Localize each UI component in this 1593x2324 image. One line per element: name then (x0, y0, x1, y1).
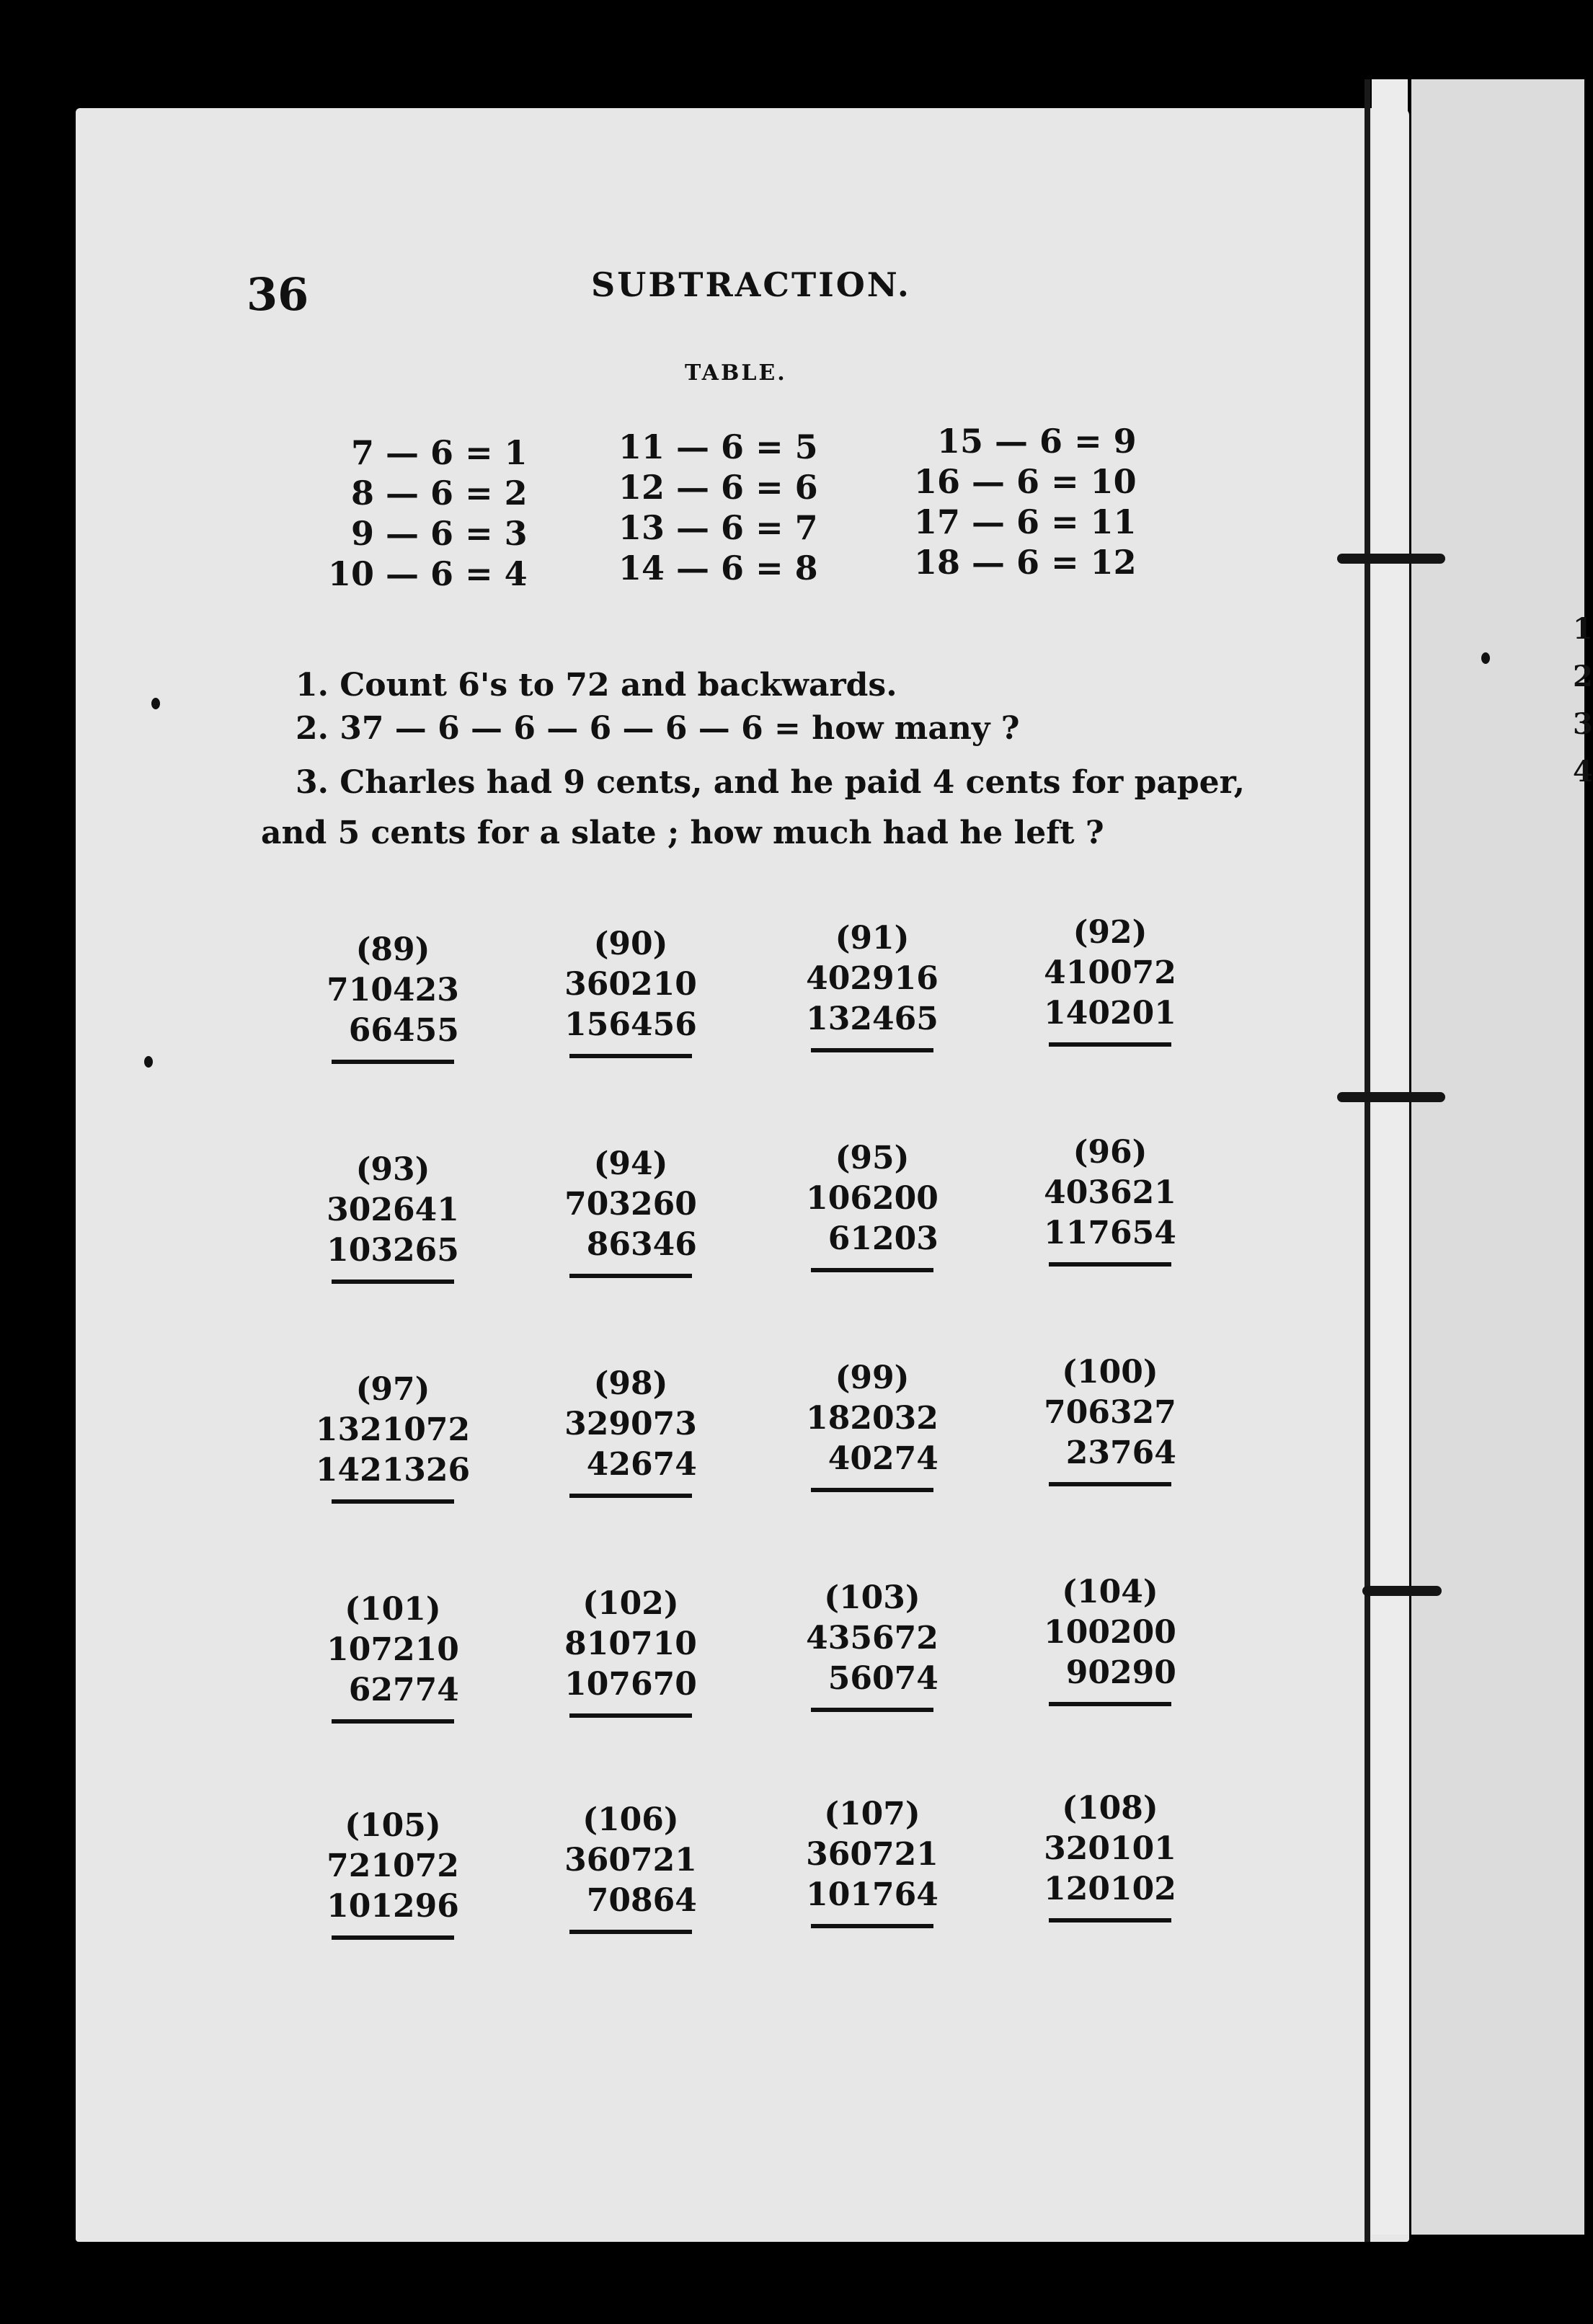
subtrahend: 62774 (348, 1672, 459, 1708)
subtraction-problem (537, 1800, 724, 1934)
subtraction-problem (299, 1370, 487, 1504)
answer-line (811, 1488, 933, 1492)
answer-line (569, 1494, 692, 1498)
page-gutter (1372, 79, 1408, 2235)
minuend: 1321072 (315, 1411, 471, 1448)
question-2: 2. 37 — 6 — 6 — 6 — 6 — 6 = how many ? (296, 710, 1020, 747)
minuend: 710423 (327, 972, 459, 1008)
problem-number: (97) (355, 1371, 430, 1408)
binding-stitch (1362, 1586, 1442, 1596)
problem-number: (103) (824, 1579, 920, 1616)
subtraction-problem (299, 1806, 487, 1940)
table-column (618, 427, 818, 588)
minuend: 402916 (806, 960, 939, 997)
problem-operands (806, 1618, 939, 1699)
subtraction-problem (1016, 913, 1204, 1047)
subtrahend: 156456 (564, 1006, 697, 1043)
table-row: 15 — 6 = 9 (937, 422, 1137, 461)
table-row: 13 — 6 = 7 (618, 508, 818, 547)
minuend: 810710 (564, 1626, 697, 1662)
edge-text: 3 (1573, 707, 1593, 741)
ink-speck (1481, 652, 1490, 664)
question-3-continuation: and 5 cents for a slate ; how much had he left ? (261, 815, 1104, 851)
problem-number: (105) (345, 1807, 441, 1844)
problem-operands (327, 970, 459, 1051)
subtraction-problem (537, 1144, 724, 1278)
problem-number: (98) (593, 1365, 668, 1402)
minuend: 435672 (806, 1620, 939, 1656)
subtrahend: 70864 (586, 1882, 697, 1919)
question-1: 1. Count 6's to 72 and backwards. (296, 667, 897, 704)
facing-page-edge-text (1573, 606, 1593, 796)
problem-number: (102) (582, 1585, 679, 1622)
problem-operands (564, 1624, 697, 1705)
minuend: 329073 (564, 1406, 697, 1442)
subtrahend: 56074 (827, 1660, 939, 1697)
table-row: 14 — 6 = 8 (618, 549, 818, 587)
answer-line (1049, 1482, 1171, 1486)
subtrahend: 90290 (1065, 1654, 1176, 1691)
answer-line (811, 1268, 933, 1272)
problem-operands (564, 1404, 697, 1485)
minuend: 106200 (806, 1180, 939, 1217)
minuend: 100200 (1044, 1614, 1176, 1651)
table-row: 11 — 6 = 5 (618, 427, 818, 466)
answer-line (811, 1924, 933, 1928)
answer-line (1049, 1042, 1171, 1047)
subtrahend: 120102 (1044, 1871, 1176, 1907)
problem-number: (89) (355, 931, 430, 968)
table-row: 18 — 6 = 12 (914, 543, 1137, 582)
subtraction-problem (537, 924, 724, 1058)
table-column (328, 433, 528, 594)
problem-number: (101) (345, 1591, 441, 1628)
table-row: 7 — 6 = 1 (351, 433, 528, 472)
page-header: SUBTRACTION. (591, 265, 911, 304)
table-label: TABLE. (685, 360, 787, 386)
problem-number: (92) (1073, 914, 1148, 951)
problem-operands (1044, 1613, 1176, 1693)
problem-operands (327, 1846, 459, 1927)
facing-page (1411, 79, 1593, 2235)
problem-operands (1044, 1829, 1176, 1910)
minuend: 360210 (564, 966, 697, 1003)
subtrahend: 66455 (348, 1012, 459, 1049)
answer-line (1049, 1702, 1171, 1706)
edge-text: 2 (1573, 660, 1593, 693)
problem-number: (90) (593, 926, 668, 962)
subtrahend: 40274 (827, 1440, 939, 1477)
answer-line (332, 1279, 454, 1284)
answer-line (569, 1713, 692, 1718)
subtraction-problem (299, 1589, 487, 1724)
answer-line (569, 1274, 692, 1278)
subtrahend: 103265 (327, 1232, 459, 1269)
problem-operands (316, 1410, 470, 1491)
problem-operands (564, 1184, 697, 1265)
subtrahend: 132465 (806, 1001, 939, 1037)
table-row: 10 — 6 = 4 (328, 554, 528, 593)
book-spine (1365, 79, 1370, 2242)
problem-operands (564, 1840, 697, 1921)
answer-line (332, 1060, 454, 1064)
minuend: 107210 (327, 1631, 459, 1668)
problem-number: (107) (824, 1796, 920, 1832)
subtraction-problem (537, 1584, 724, 1718)
question-3: 3. Charles had 9 cents, and he paid 4 cents for paper, (296, 764, 1245, 801)
problem-operands (806, 1398, 939, 1479)
minuend: 360721 (564, 1842, 697, 1879)
subtraction-problem (778, 1578, 966, 1712)
problem-number: (93) (355, 1151, 430, 1188)
problem-number: (94) (593, 1145, 668, 1182)
problem-operands (806, 1835, 939, 1915)
problem-number: (96) (1073, 1134, 1148, 1171)
problem-number: (100) (1062, 1354, 1158, 1391)
problem-number: (104) (1062, 1574, 1158, 1610)
problem-operands (327, 1190, 459, 1271)
minuend: 182032 (806, 1400, 939, 1437)
subtraction-problem (1016, 1132, 1204, 1267)
subtraction-problem (299, 930, 487, 1064)
table-row: 9 — 6 = 3 (351, 514, 528, 553)
answer-line (569, 1054, 692, 1058)
ink-speck (151, 698, 160, 709)
table-row: 17 — 6 = 11 (914, 502, 1137, 541)
binding-stitch (1337, 1092, 1445, 1102)
answer-line (811, 1048, 933, 1052)
subtrahend: 61203 (827, 1220, 939, 1257)
subtraction-problem (778, 918, 966, 1052)
minuend: 360721 (806, 1836, 939, 1873)
answer-line (1049, 1262, 1171, 1267)
subtrahend: 107670 (564, 1666, 697, 1703)
minuend: 703260 (564, 1186, 697, 1223)
problem-operands (806, 1179, 939, 1259)
subtrahend: 140201 (1044, 995, 1176, 1032)
subtraction-problem (1016, 1572, 1204, 1706)
problem-operands (1044, 953, 1176, 1034)
subtrahend: 101296 (327, 1888, 459, 1925)
answer-line (332, 1719, 454, 1724)
table-row: 12 — 6 = 6 (618, 468, 818, 507)
edge-text: 1 (1573, 612, 1593, 646)
subtraction-problem (299, 1150, 487, 1284)
answer-line (1049, 1918, 1171, 1922)
subtraction-problem (537, 1364, 724, 1498)
answer-line (332, 1499, 454, 1504)
answer-line (332, 1935, 454, 1940)
minuend: 721072 (327, 1848, 459, 1884)
problem-number: (91) (835, 920, 910, 957)
answer-line (811, 1708, 933, 1712)
table-row: 8 — 6 = 2 (351, 474, 528, 513)
binding-stitch (1337, 554, 1445, 564)
subtrahend: 42674 (586, 1446, 697, 1483)
subtrahend: 101764 (806, 1876, 939, 1913)
ink-speck (144, 1056, 153, 1068)
subtrahend: 117654 (1044, 1215, 1176, 1251)
problem-number: (99) (835, 1360, 910, 1396)
problem-operands (327, 1630, 459, 1711)
minuend: 410072 (1044, 954, 1176, 991)
problem-operands (806, 959, 939, 1039)
problem-number: (106) (582, 1801, 679, 1838)
minuend: 403621 (1044, 1174, 1176, 1211)
problem-operands (1044, 1393, 1176, 1473)
answer-line (569, 1930, 692, 1934)
table-column (914, 421, 1137, 582)
subtraction-problem (778, 1358, 966, 1492)
subtraction-problem (778, 1794, 966, 1928)
subtrahend: 23764 (1065, 1434, 1176, 1471)
subtrahend: 86346 (586, 1226, 697, 1263)
minuend: 706327 (1044, 1394, 1176, 1431)
edge-text: 4 (1573, 755, 1593, 789)
page-number: 36 (247, 268, 309, 321)
minuend: 320101 (1044, 1830, 1176, 1867)
subtrahend: 1421326 (315, 1452, 471, 1489)
table-row: 16 — 6 = 10 (914, 462, 1137, 501)
problem-operands (564, 964, 697, 1045)
subtraction-problem (1016, 1352, 1204, 1486)
problem-number: (95) (835, 1140, 910, 1176)
minuend: 302641 (327, 1192, 459, 1228)
subtraction-problem (1016, 1788, 1204, 1922)
subtraction-problem (778, 1138, 966, 1272)
problem-number: (108) (1062, 1790, 1158, 1827)
problem-operands (1044, 1173, 1176, 1254)
